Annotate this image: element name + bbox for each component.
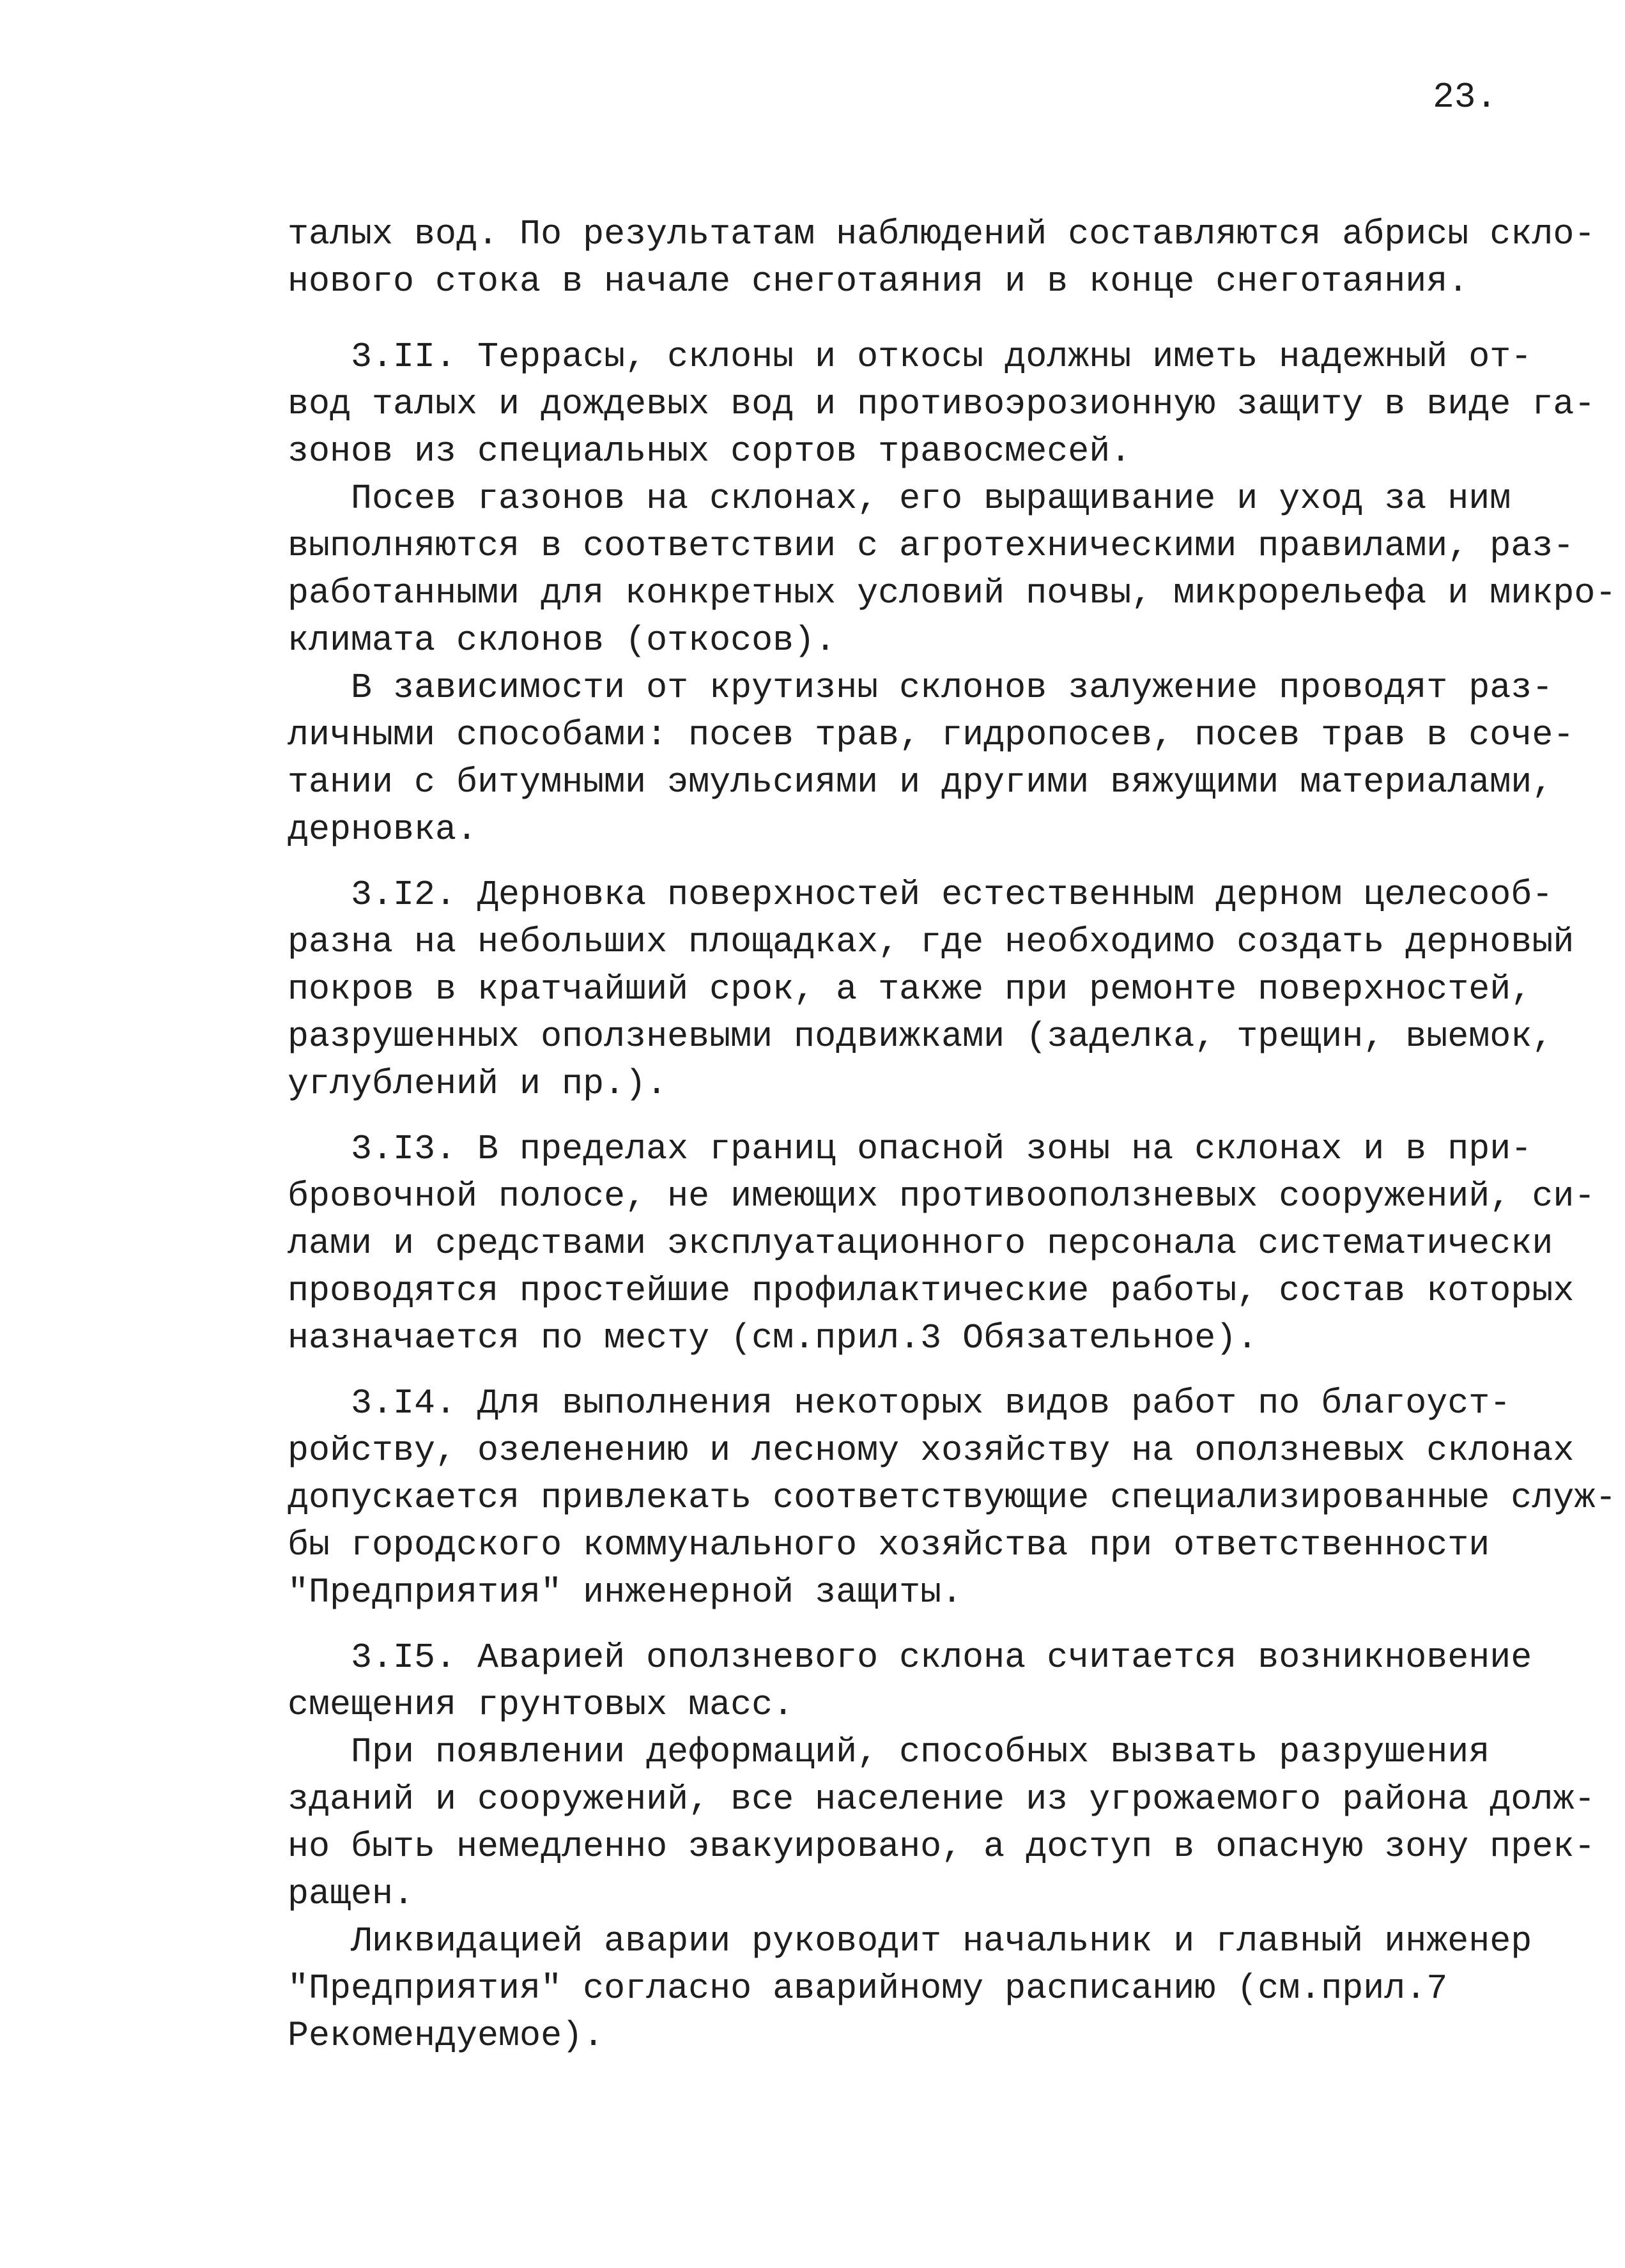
text-line: "Предприятия" инженерной защиты. <box>288 1572 963 1613</box>
text-line: ращен. <box>288 1874 415 1914</box>
text-line: 3.I3. В пределах границ опасной зоны на склонах и в при- <box>288 1129 1532 1169</box>
text-line: проводятся простейшие профилактические работы, состав которых <box>288 1271 1575 1311</box>
text-line: бровочной полосе, не имеющих противооползневых сооружений, си- <box>288 1176 1596 1216</box>
text-line: лами и средствами эксплуатационного персонала систематически <box>288 1223 1553 1264</box>
text-line: 3.I4. Для выполнения некоторых видов работ по благоуст- <box>288 1383 1511 1423</box>
text-line: Ликвидацией аварии руководит начальник и главный инженер <box>288 1921 1532 1961</box>
text-line: зданий и сооружений, все население из угрожаемого района долж- <box>288 1779 1596 1820</box>
text-line: но быть немедленно эвакуировано, а доступ в опасную зону прек- <box>288 1827 1596 1867</box>
section-3-12 <box>288 871 1575 1108</box>
text-line: Посев газонов на склонах, его выращивание и уход за ним <box>288 479 1511 519</box>
text-line: 3.II. Террасы, склоны и откосы должны иметь надежный от- <box>288 337 1532 377</box>
text-line: личными способами: посев трав, гидропосев, посев трав в соче- <box>288 715 1575 755</box>
text-line: работанными для конкретных условий почвы, микрорельефа и микро- <box>288 573 1617 613</box>
text-line: В зависимости от крутизны склонов залужение проводят раз- <box>288 668 1553 708</box>
text-line: тании с битумными эмульсиями и другими вяжущими материалами, <box>288 762 1553 802</box>
text-line: покров в кратчайший срок, а также при ремонте поверхностей, <box>288 969 1532 1009</box>
section-3-14 <box>288 1380 1617 1616</box>
text-line: При появлении деформаций, способных вызвать разрушения <box>288 1732 1490 1772</box>
text-line: разна на небольших площадках, где необходимо создать дерновый <box>288 922 1575 962</box>
text-line: выполняются в соответствии с агротехническими правилами, раз- <box>288 526 1575 566</box>
text-line: 3.I5. Аварией оползневого склона считается возникновение <box>288 1637 1532 1678</box>
page-number: 23. <box>1433 77 1497 118</box>
section-3-15 <box>288 1634 1532 1729</box>
text-line: углублений и пр.). <box>288 1064 668 1104</box>
text-line: дерновка. <box>288 809 478 850</box>
section-3-13 <box>288 1126 1596 1362</box>
text-line: назначается по месту (см.прил.3 Обязательное). <box>288 1318 1258 1358</box>
text-line: Рекомендуемое). <box>288 2016 605 2056</box>
text-line: талых вод. По результатам наблюдений составляются абрисы скло- <box>288 214 1596 254</box>
text-line: бы городского коммунального хозяйства при ответственности <box>288 1525 1490 1565</box>
text-line: допускается привлекать соответствующие специализированные служ- <box>288 1478 1617 1518</box>
text-line: ройству, озеленению и лесному хозяйству на оползневых склонах <box>288 1430 1575 1471</box>
paragraph-grassing <box>288 664 1575 854</box>
paragraph-evacuation <box>288 1729 1596 1918</box>
paragraph-sowing <box>288 475 1617 664</box>
paragraph-liquidation <box>288 1918 1532 2060</box>
section-3-11 <box>288 333 1596 475</box>
text-line: вод талых и дождевых вод и противоэрозионную защиту в виде га- <box>288 384 1596 424</box>
document-body <box>288 211 1617 2060</box>
text-line: 3.I2. Дерновка поверхностей естественным дерном целесооб- <box>288 875 1553 915</box>
text-line: зонов из специальных сортов травосмесей. <box>288 431 1132 471</box>
text-line: "Предприятия" согласно аварийному расписанию (см.прил.7 <box>288 1968 1448 2009</box>
text-line: климата склонов (откосов). <box>288 620 836 661</box>
text-line: нового стока в начале снеготаяния и в конце снеготаяния. <box>288 261 1469 302</box>
text-line: разрушенных оползневыми подвижками (заделка, трещин, выемок, <box>288 1016 1553 1057</box>
text-line: смещения грунтовых масс. <box>288 1685 794 1725</box>
paragraph-continuation <box>288 211 1596 305</box>
